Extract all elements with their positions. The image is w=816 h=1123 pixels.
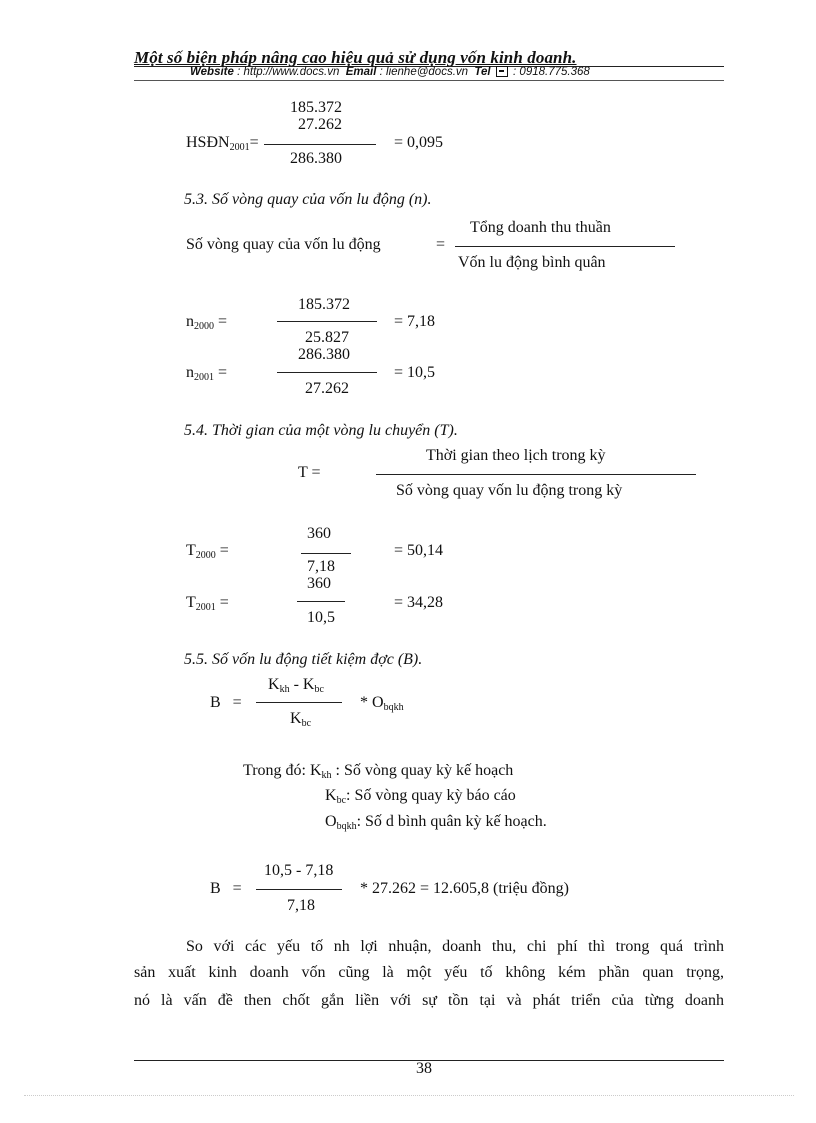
n2000-denominator: 25.827: [305, 329, 349, 346]
n2001-lhs: n2001 =: [186, 364, 228, 383]
s55-denominator: Kbc: [290, 710, 312, 729]
bcalc-lhs: B =: [210, 880, 242, 897]
body-paragraph-line-2: sản xuất kinh doanh vốn cũng là một yếu tố không kém phần quan trọng,: [134, 964, 724, 981]
t2001-numerator: 360: [307, 575, 331, 592]
hsdn-denominator: 286.380: [290, 150, 342, 167]
email-label: Email: [345, 66, 377, 78]
bcalc-fraction-bar: [256, 889, 342, 890]
n2001-result: = 10,5: [394, 364, 436, 381]
tel-label: Tel: [474, 66, 491, 78]
t2000-result: = 50,14: [394, 542, 444, 559]
hsdn-numerator-2: 27.262: [298, 116, 342, 133]
n2001-numerator: 286.380: [298, 346, 350, 363]
n2001-denominator: 27.262: [305, 380, 349, 397]
s54-fraction-bar: [376, 474, 696, 475]
s55-multiplier: * Obqkh: [360, 694, 404, 713]
header-divider-bottom: [134, 80, 724, 81]
n2000-fraction-bar: [277, 321, 377, 322]
s53-numerator: Tổng doanh thu thuần: [470, 219, 611, 236]
s55-numerator: Kkh - Kbc: [268, 676, 324, 695]
s53-eq: =: [436, 236, 446, 253]
bcalc-numerator: 10,5 - 7,18: [264, 862, 334, 879]
s55-fraction-bar: [256, 702, 342, 703]
bcalc-rest: * 27.262 = 12.605,8 (triệu đồng): [360, 880, 569, 897]
bcalc-denominator: 7,18: [287, 897, 315, 914]
page-header-title: Một số biện pháp nâng cao hiệu quả sử dụng vốn kinh doanh.: [134, 48, 577, 67]
section-5-5-heading: 5.5. Số vốn lu động tiết kiệm đợc (B).: [184, 651, 423, 668]
n2001-fraction-bar: [277, 372, 377, 373]
t2001-result: = 34,28: [394, 594, 444, 611]
t2000-denominator: 7,18: [307, 558, 335, 575]
header-contact: [190, 66, 590, 78]
s54-lhs: T =: [298, 464, 321, 481]
n2000-result: = 7,18: [394, 313, 436, 330]
t2000-numerator: 360: [307, 525, 331, 542]
hsdn-fraction-bar: [264, 144, 376, 145]
t2001-lhs: T2001 =: [186, 594, 229, 613]
section-5-3-heading: 5.3. Số vòng quay của vốn lu động (n).: [184, 191, 432, 208]
email-link[interactable]: : lienhe@docs.vn: [379, 66, 469, 78]
section-5-4-heading: 5.4. Thời gian của một vòng lu chuyển (T).: [184, 422, 458, 439]
body-paragraph-line-1: So với các yếu tố nh lợi nhuận, doanh thu, chi phí thì trong quá trình: [186, 938, 724, 955]
n2000-lhs: n2000 =: [186, 313, 228, 332]
website-label: Website: [190, 66, 234, 78]
page-edge-dotted-line: [24, 1095, 794, 1096]
s53-fraction-bar: [455, 246, 675, 247]
where-line-3: Obqkh: Số d bình quân kỳ kế hoạch.: [325, 813, 547, 832]
s54-denominator: Số vòng quay vốn lu động trong kỳ: [396, 482, 623, 499]
phone-icon: [496, 66, 508, 77]
hsdn-lhs: HSĐN2001=: [186, 134, 259, 153]
n2000-numerator: 185.372: [298, 296, 350, 313]
t2001-fraction-bar: [297, 601, 345, 602]
hsdn-numerator-1: 185.372: [290, 99, 342, 116]
where-line-1: Trong đó: Kkh : Số vòng quay kỳ kế hoạch: [243, 762, 514, 781]
s55-lhs: B =: [210, 694, 242, 711]
body-paragraph-line-3: nó là vấn đề then chốt gắn liền với sự tồn tại và phát triển của từng doanh: [134, 992, 724, 1009]
tel-value: : 0918.775.368: [513, 66, 590, 78]
s54-numerator: Thời gian theo lịch trong kỳ: [426, 447, 606, 464]
website-link[interactable]: : http://www.docs.vn: [237, 66, 340, 78]
t2000-lhs: T2000 =: [186, 542, 229, 561]
hsdn-result: = 0,095: [394, 134, 444, 151]
t2001-denominator: 10,5: [307, 609, 335, 626]
t2000-fraction-bar: [301, 553, 351, 554]
page-number: 38: [416, 1060, 432, 1077]
where-line-2: Kbc: Số vòng quay kỳ báo cáo: [325, 787, 516, 806]
s53-lhs: Số vòng quay của vốn lu động: [186, 236, 381, 253]
s53-denominator: Vốn lu động bình quân: [458, 254, 606, 271]
